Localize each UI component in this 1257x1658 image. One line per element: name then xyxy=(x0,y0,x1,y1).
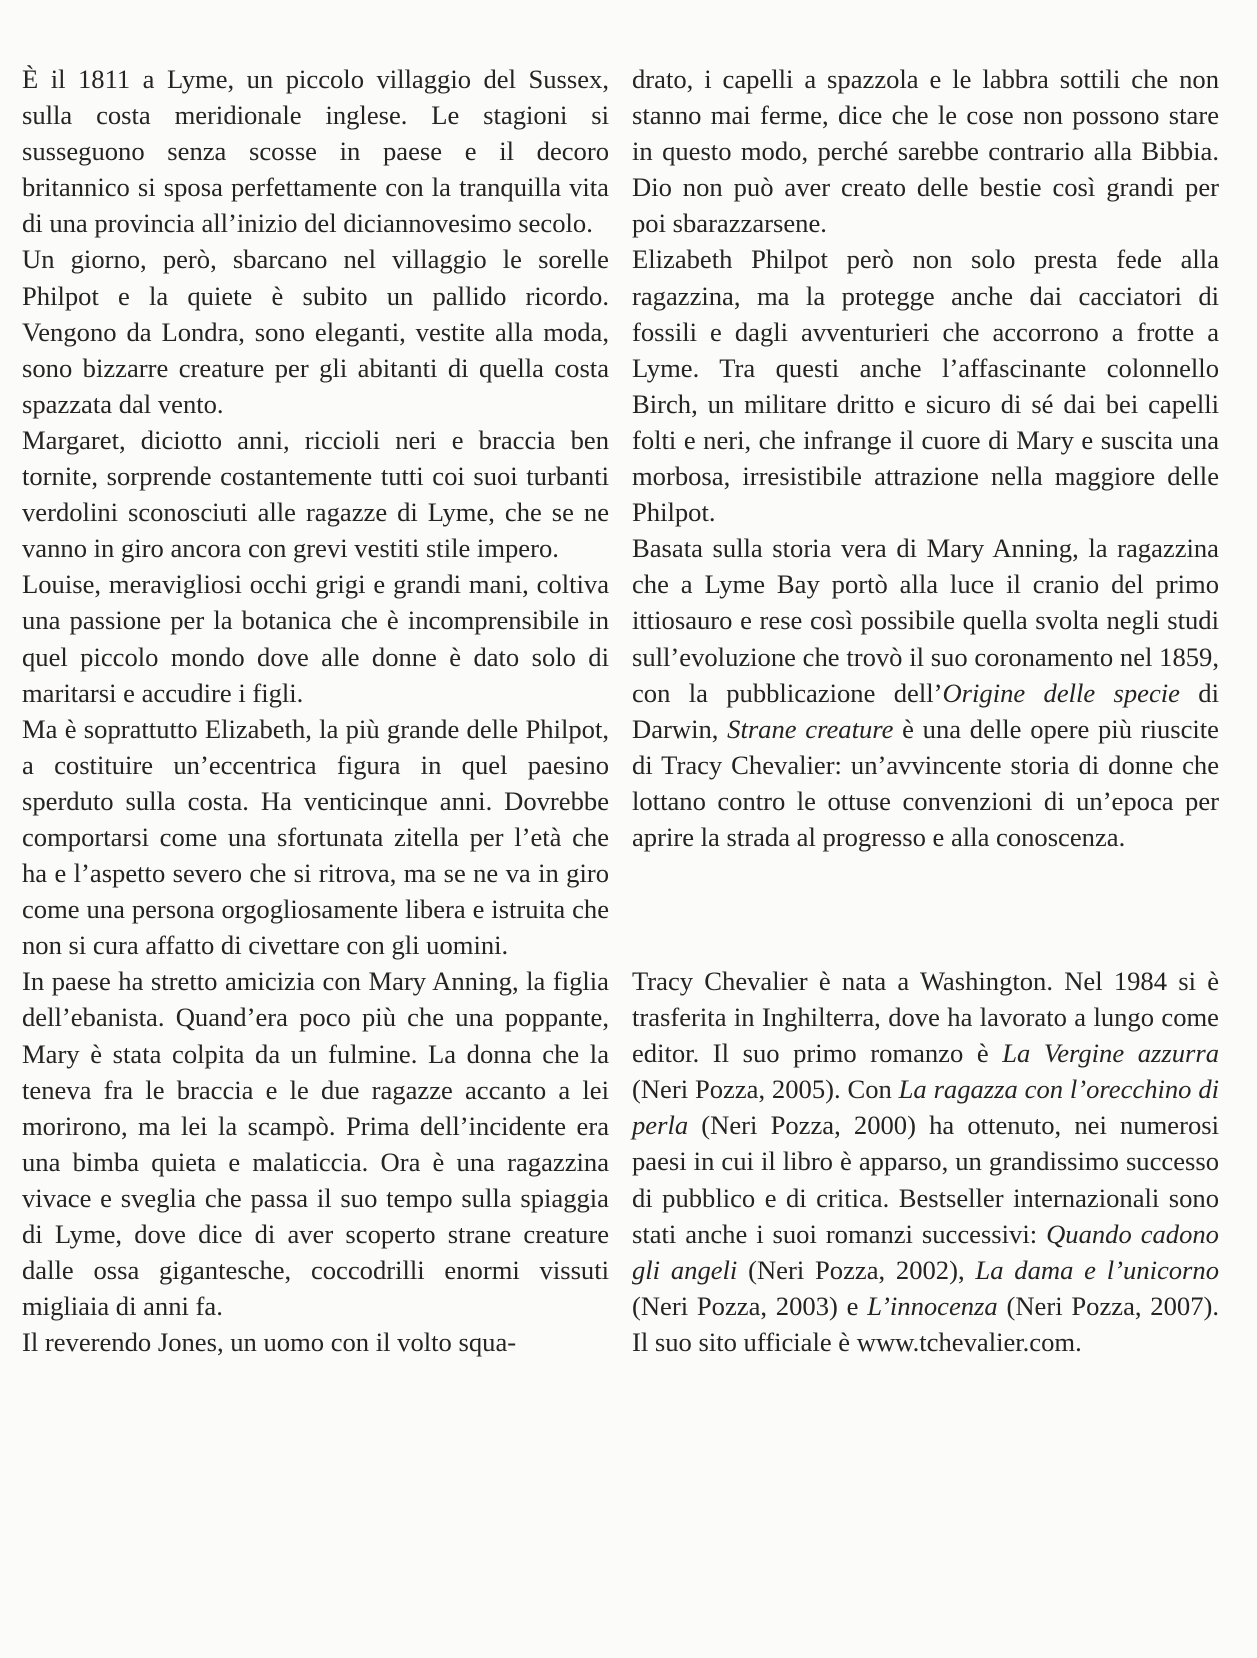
text-run: Tracy Chevalier è nata a Washington. Nel 1984 si è trasferita in Inghilterra, dove ha lavorato a lungo come editor. Il suo primo romanzo è xyxy=(632,966,1219,1069)
left-column xyxy=(22,61,609,1360)
book-title: Origine delle specie xyxy=(942,677,1180,708)
book-title: L’innocenza xyxy=(867,1290,998,1321)
text-run: (Neri Pozza, 2003) e xyxy=(632,1290,868,1321)
text-run: Basata sulla storia vera di Mary Anning, la ragazzina che a Lyme Bay portò alla luce il cranio del primo ittiosauro e rese così possibile quella svolta negli studi sull’evoluzione che trovò il suo coronamento nel 1859, con la pubblicazione dell’ xyxy=(632,533,1219,708)
paragraph: Il reverendo Jones, un uomo con il volto squa- xyxy=(22,1327,517,1358)
text-run: (Neri Pozza, 2002), xyxy=(737,1254,976,1285)
paragraph: drato, i capelli a spazzola e le labbra sottili che non stanno mai ferme, dice che le cose non possono stare in questo modo, perché sarebbe contrario alla Bibbia. Dio non può aver creato delle bestie così grandi per poi sbarazzarsene. xyxy=(632,64,1219,239)
book-title: Strane creature xyxy=(727,713,894,744)
book-title: Quando cadono gli angeli xyxy=(632,1218,1219,1285)
text-run: (Neri Pozza, 2007). Il suo sito ufficiale è www.tchevalier.com. xyxy=(632,1290,1219,1357)
text-run: (Neri Pozza, 2000) ha ottenuto, nei numerosi paesi in cui il libro è apparso, un grandissimo successo di pubblico e di critica. Bestseller internazionali sono stati anche i suoi romanzi successivi: xyxy=(632,1110,1219,1249)
bio-paragraph xyxy=(632,963,1219,1360)
paragraph: È il 1811 a Lyme, un piccolo villaggio del Sussex, sulla costa meridionale inglese. Le stagioni si susseguono senza scosse in paese e il decoro britannico si sposa perfettamente con la tranquilla vita di una provincia all’inizio del diciannovesimo secolo. xyxy=(22,64,609,239)
paragraph: In paese ha stretto amicizia con Mary Anning, la figlia dell’ebanista. Quand’era poco più che una poppante, Mary è stata colpita da un fulmine. La donna che la teneva fra le braccia e le due ragazze accanto a lei morirono, ma lei la scampò. Prima dell’incidente era una bimba quieta e malaticcia. Ora è una ragazzina vivace e sveglia che passa il suo tempo sulla spiaggia di Lyme, dove dice di aver scoperto strane creature dalle ossa gigantesche, coccodrilli enormi vissuti migliaia di anni fa. xyxy=(22,966,609,1322)
paragraph: Louise, meravigliosi occhi grigi e grandi mani, coltiva una passione per la botanica che è incomprensibile in quel piccolo mondo dove alle donne è dato solo di maritarsi e accudire i figli. xyxy=(22,569,609,708)
paragraph: Margaret, diciotto anni, riccioli neri e braccia ben tornite, sorprende costantemente tutti coi suoi turbanti verdolini sconosciuti alle ragazze di Lyme, che se ne vanno in giro ancora con grevi vestiti stile impero. xyxy=(22,424,609,564)
author-bio xyxy=(632,963,1219,1360)
paragraph: Elizabeth Philpot però non solo presta fede alla ragazzina, ma la protegge anche dai cacciatori di fossili e dagli avventurieri che accorrono a frotte a Lyme. Tra questi anche l’affascinante colonnello Birch, un militare dritto e sicuro di sé dai bei capelli folti e neri, che infrange il cuore di Mary e suscita una morbosa, irresistibile attrazione nella maggiore delle Philpot. xyxy=(632,244,1219,528)
right-column xyxy=(632,61,1219,855)
paragraph: Ma è soprattutto Elizabeth, la più grande delle Philpot, a costituire un’eccentrica figura in quel paesino sperduto sulla costa. Ha venticinque anni. Dovrebbe comportarsi come una sfortunata zitella per l’età che ha e l’aspetto severo che si ritrova, ma se ne va in giro come una persona orgogliosamente libera e istruita che non si cura affatto di civettare con gli uomini. xyxy=(22,713,609,961)
book-title: La ragazza con l’orecchino di perla xyxy=(632,1074,1219,1141)
text-run: (Neri Pozza, 2005). Con xyxy=(632,1074,899,1105)
paragraph: Un giorno, però, sbarcano nel villaggio le sorelle Philpot e la quiete è subito un pallido ricordo. Vengono da Londra, sono eleganti, vestite alla moda, sono bizzarre creature per gli abitanti di quella costa spazzata dal vento. xyxy=(22,244,609,419)
book-title: La dama e l’unicorno xyxy=(975,1254,1220,1285)
paragraph xyxy=(632,530,1219,855)
book-title: La Vergine azzurra xyxy=(1002,1038,1220,1069)
text-run: di Darwin, xyxy=(632,677,1219,744)
text-run: è una delle opere più riuscite di Tracy Chevalier: un’avvincente storia di donne che lottano contro le ottuse convenzioni di un’epoca per aprire la strada al progresso e alla conoscenza. xyxy=(632,713,1219,852)
